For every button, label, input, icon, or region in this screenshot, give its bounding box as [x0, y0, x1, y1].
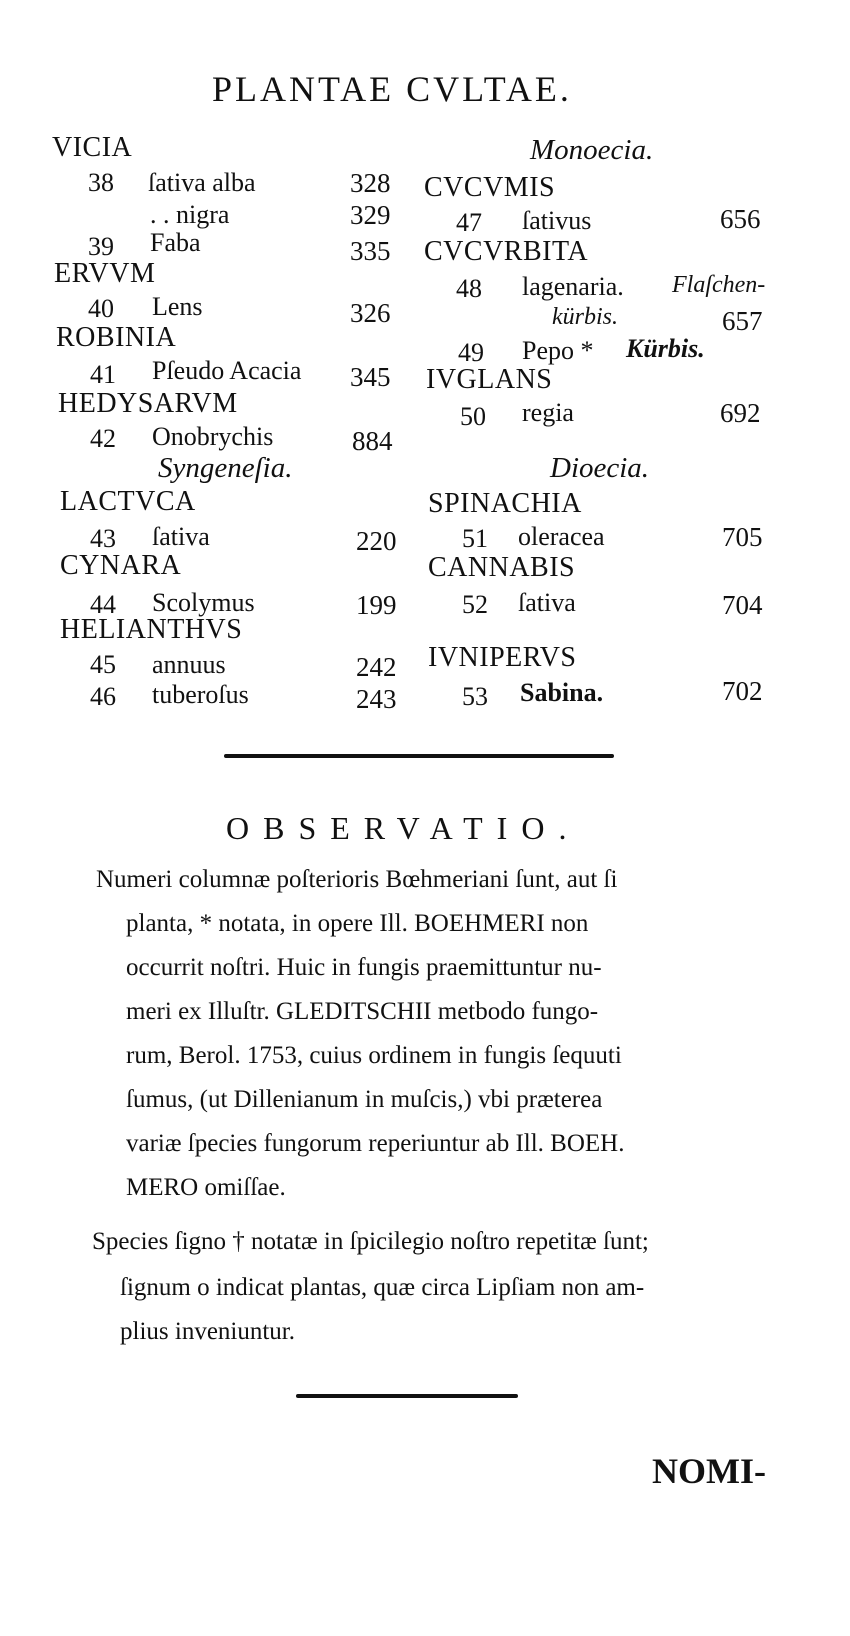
entry-number: 46: [90, 682, 116, 711]
entry-number: 47: [456, 208, 482, 237]
paragraph-line: Numeri columnæ poſterioris Bœhmeriani ſunt, aut ſi: [96, 866, 618, 893]
entry-page: 692: [720, 398, 761, 428]
entry-number: 38: [88, 168, 114, 197]
entry-number: 41: [90, 360, 116, 389]
page-title: PLANTAE CVLTAE.: [212, 69, 572, 109]
entry-number: 39: [88, 232, 114, 261]
paragraph-line: ſumus, (ut Dillenianum in muſcis,) vbi præterea: [126, 1086, 603, 1113]
entry-page: 220: [356, 526, 397, 556]
entry-species: ſativa: [518, 588, 576, 617]
entry-species: Faba: [150, 228, 201, 257]
entry-species: Lens: [152, 292, 203, 321]
observatio-heading: OBSERVATIO.: [226, 810, 581, 846]
entry-page: 329: [350, 200, 391, 230]
entry-number: 49: [458, 338, 484, 367]
entry-number: 52: [462, 590, 488, 619]
entry-page: 702: [722, 676, 763, 706]
genus-robinia: ROBINIA: [56, 322, 177, 353]
entry-page: 656: [720, 204, 761, 234]
divider-rule: [224, 754, 614, 758]
paragraph-line: variæ ſpecies fungorum reperiuntur ab Ill. BOEH.: [126, 1130, 625, 1157]
genus-vicia: VICIA: [52, 132, 133, 163]
genus-ervum: ERVVM: [54, 258, 156, 289]
entry-species: lagenaria.: [522, 272, 624, 301]
paragraph-line: plius inveniuntur.: [120, 1318, 295, 1345]
catchword: NOMI-: [652, 1451, 766, 1491]
genus-cannabis: CANNABIS: [428, 552, 576, 583]
entry-page: 704: [722, 590, 763, 620]
genus-lactuca: LACTVCA: [60, 486, 196, 517]
paragraph-line: planta, * notata, in opere Ill. BOEHMERI non: [126, 910, 589, 937]
entry-species: oleracea: [518, 522, 605, 551]
entry-vernacular: Kürbis.: [626, 334, 705, 363]
entry-page: 657: [722, 306, 763, 336]
paragraph-line: rum, Berol. 1753, cuius ordinem in fungis ſequuti: [126, 1042, 622, 1069]
entry-species: . . nigra: [150, 200, 230, 229]
genus-iuglans: IVGLANS: [426, 364, 553, 395]
paragraph-line: meri ex Illuſtr. GLEDITSCHII metbodo fungo-: [126, 998, 599, 1025]
genus-cynara: CYNARA: [60, 550, 182, 581]
entry-number: 48: [456, 274, 482, 303]
entry-number: 50: [460, 402, 486, 431]
entry-species: Scolymus: [152, 588, 255, 617]
entry-species: annuus: [152, 650, 226, 679]
entry-species: regia: [522, 398, 574, 427]
entry-species: ſativus: [522, 206, 592, 235]
entry-number: 42: [90, 424, 116, 453]
entry-number: 44: [90, 590, 116, 619]
entry-species: Pepo *: [522, 336, 594, 365]
entry-species: Pſeudo Acacia: [152, 356, 302, 385]
genus-hedysarum: HEDYSARVM: [58, 388, 238, 419]
entry-species: Onobrychis: [152, 422, 274, 451]
genus-helianthus: HELIANTHVS: [60, 614, 243, 645]
entry-page: 705: [722, 522, 763, 552]
entry-page: 326: [350, 298, 391, 328]
entry-page: 335: [350, 236, 391, 266]
genus-cucumis: CVCVMIS: [424, 172, 556, 203]
entry-species: Sabina.: [520, 678, 604, 707]
entry-page: 242: [356, 652, 397, 682]
entry-species: ſativa: [152, 522, 210, 551]
entry-page: 328: [350, 168, 391, 198]
class-heading-monoecia: Monoecia.: [530, 134, 654, 166]
entry-vernacular-continued: kürbis.: [552, 304, 618, 330]
class-heading-syngenesia: Syngeneſia.: [158, 452, 293, 484]
entry-number: 51: [462, 524, 488, 553]
paragraph-line: MERO omiſſae.: [126, 1174, 286, 1201]
class-heading-dioecia: Dioecia.: [550, 452, 650, 484]
entry-species: ſativa alba: [148, 168, 256, 197]
genus-spinachia: SPINACHIA: [428, 488, 582, 519]
entry-vernacular: Flaſchen-: [672, 272, 766, 298]
entry-number: 43: [90, 524, 116, 553]
entry-number: 53: [462, 682, 488, 711]
entry-species: tuberoſus: [152, 680, 249, 709]
entry-page: 243: [356, 684, 397, 714]
genus-iuniperus: IVNIPERVS: [428, 642, 577, 673]
paragraph-line: occurrit noſtri. Huic in fungis praemittuntur nu-: [126, 954, 602, 981]
entry-number: 40: [88, 294, 114, 323]
paragraph-line: ſignum o indicat plantas, quæ circa Lipſiam non am-: [120, 1274, 645, 1301]
entry-page: 199: [356, 590, 397, 620]
entry-page: 345: [350, 362, 391, 392]
divider-rule: [296, 1394, 518, 1398]
entry-page: 884: [352, 426, 393, 456]
paragraph-line: Species ſigno † notatæ in ſpicilegio noſtro repetitæ ſunt;: [92, 1228, 649, 1255]
entry-number: 45: [90, 650, 116, 679]
genus-cucurbita: CVCVRBITA: [424, 236, 589, 267]
